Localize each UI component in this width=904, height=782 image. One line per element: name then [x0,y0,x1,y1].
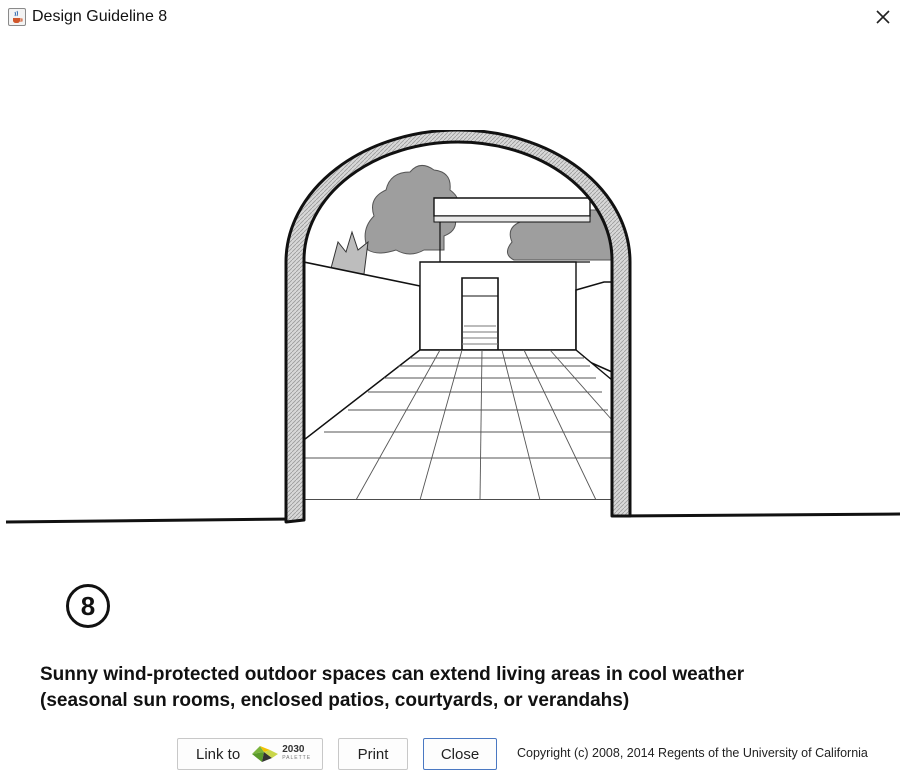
close-icon[interactable] [872,6,894,28]
2030-palette-logo [250,742,311,766]
close-button[interactable]: Close [423,738,497,770]
window-title: Design Guideline 8 [32,8,168,25]
link-to-2030-palette-button[interactable] [177,738,323,770]
title-bar [0,0,904,36]
guideline-number-badge [66,584,110,628]
guideline-caption [40,662,880,714]
caption-line-1: Sunny wind-protected outdoor spaces can extend living areas in cool weather [40,664,745,685]
courtyard-illustration [0,130,904,530]
print-button[interactable]: Print [338,738,408,770]
logo-subtext: PALETTE [282,755,312,761]
copyright-text: Copyright (c) 2008, 2014 Regents of the University of California [517,746,868,760]
guideline-number: 8 [80,590,96,621]
logo-text: 2030 [282,744,305,755]
java-cup-icon [8,8,26,26]
link-to-label: Link to [196,745,241,763]
caption-line-2: (seasonal sun rooms, enclosed patios, courtyards, or verandahs) [40,690,630,711]
